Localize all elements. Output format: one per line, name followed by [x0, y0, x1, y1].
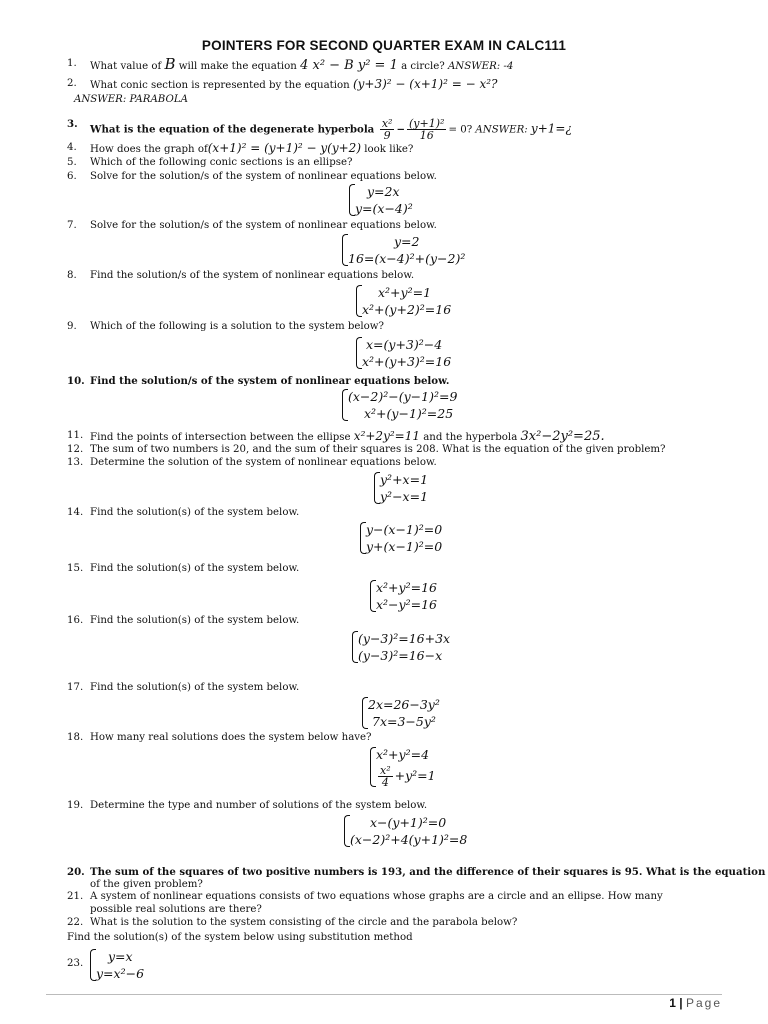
- question-6: 6. Solve for the solution/s of the system of nonlinear equations below.: [67, 171, 437, 182]
- system-10: (x−2)²−(y−1)²=9 x²+(y−1)²=25: [348, 388, 457, 422]
- question-21: 21. A system of nonlinear equations consists of two equations whose graphs are a circle and an ellipse. How many: [67, 891, 663, 902]
- system-15: x²+y²=16 x²−y²=16: [376, 579, 437, 613]
- system-9: x=(y+3)²−4 x²+(y+3)²=16: [362, 336, 451, 370]
- question-2: 2. What conic section is represented by the equation (y+3)² − (x+1)² = − x²?: [67, 77, 498, 91]
- question-1: 1. What value of B will make the equation 4 x² − B y² = 1 a circle? ANSWER: -4: [67, 55, 514, 73]
- answer-2: ANSWER: PARABOLA: [74, 94, 188, 105]
- page-footer: 1 | Page: [669, 996, 722, 1010]
- question-3: 3. What is the equation of the degenerate hyperbola $\frac{\text{x²}}{9}$ − $\frac{\text{(y+1)²}}{16}$ = 0? ANSWER: y+1=¿: [67, 117, 572, 142]
- question-15: 15. Find the solution(s) of the system below.: [67, 563, 300, 574]
- system-7: y=2 16=(x−4)²+(y−2)²: [348, 233, 465, 267]
- question-22: 22. What is the solution to the system consisting of the circle and the parabola below?: [67, 917, 518, 928]
- page-title: POINTERS FOR SECOND QUARTER EXAM IN CALC111: [201, 38, 567, 53]
- question-13: 13. Determine the solution of the system of nonlinear equations below.: [67, 457, 437, 468]
- question-9: 9. Which of the following is a solution to the system below?: [67, 321, 384, 332]
- question-16: 16. Find the solution(s) of the system below.: [67, 615, 300, 626]
- question-18: 18. How many real solutions does the system below have?: [67, 732, 372, 743]
- question-19: 19. Determine the type and number of solutions of the system below.: [67, 800, 428, 811]
- question-14: 14. Find the solution(s) of the system below.: [67, 507, 300, 518]
- system-13: y²+x=1 y²−x=1: [380, 471, 428, 505]
- question-17: 17. Find the solution(s) of the system below.: [67, 682, 300, 693]
- question-21-cont: possible real solutions are there?: [90, 904, 262, 915]
- system-16: (y−3)²=16+3x (y−3)²=16−x: [358, 630, 450, 664]
- question-20: 20. The sum of the squares of two positive numbers is 193, and the difference of their squares is 95. What is the equation: [67, 866, 766, 878]
- system-6: y=2x y=(x−4)²: [355, 183, 413, 217]
- question-20-cont: of the given problem?: [90, 879, 203, 890]
- question-12: 12. The sum of two numbers is 20, and the sum of their squares is 208. What is the equation of the given problem?: [67, 444, 666, 455]
- question-5: 5. Which of the following conic sections is an ellipse?: [67, 157, 353, 168]
- footer-rule: [46, 994, 722, 995]
- system-17: 2x=26−3y² 7x=3−5y²: [368, 696, 440, 730]
- page-number: 1: [669, 996, 676, 1010]
- page-label: Page: [685, 996, 722, 1010]
- system-14: y−(x−1)²=0 y+(x−1)²=0: [366, 521, 442, 555]
- system-19: x−(y+1)²=0 (x−2)²+4(y+1)²=8: [350, 814, 467, 848]
- system-8: x²+y²=1 x²+(y+2)²=16: [362, 284, 451, 318]
- question-10: 10. Find the solution/s of the system of nonlinear equations below.: [67, 375, 450, 387]
- question-11: 11. Find the points of intersection between the ellipse x²+2y²=11 and the hyperbola 3x²−2y²=25.: [67, 429, 605, 444]
- substitution-heading: Find the solution(s) of the system below using substitution method: [67, 932, 413, 943]
- question-7: 7. Solve for the solution/s of the system of nonlinear equations below.: [67, 220, 437, 231]
- question-8: 8. Find the solution/s of the system of nonlinear equations below.: [67, 270, 415, 281]
- answer-1: ANSWER: -4: [447, 61, 514, 72]
- system-23: y=x y=x²−6: [96, 948, 144, 982]
- question-4: 4. How does the graph of(x+1)² = (y+1)² − y(y+2) look like?: [67, 141, 414, 155]
- system-18: x²+y²=4 $\frac{\text{x²}}{4}$ +y²=1: [376, 746, 436, 788]
